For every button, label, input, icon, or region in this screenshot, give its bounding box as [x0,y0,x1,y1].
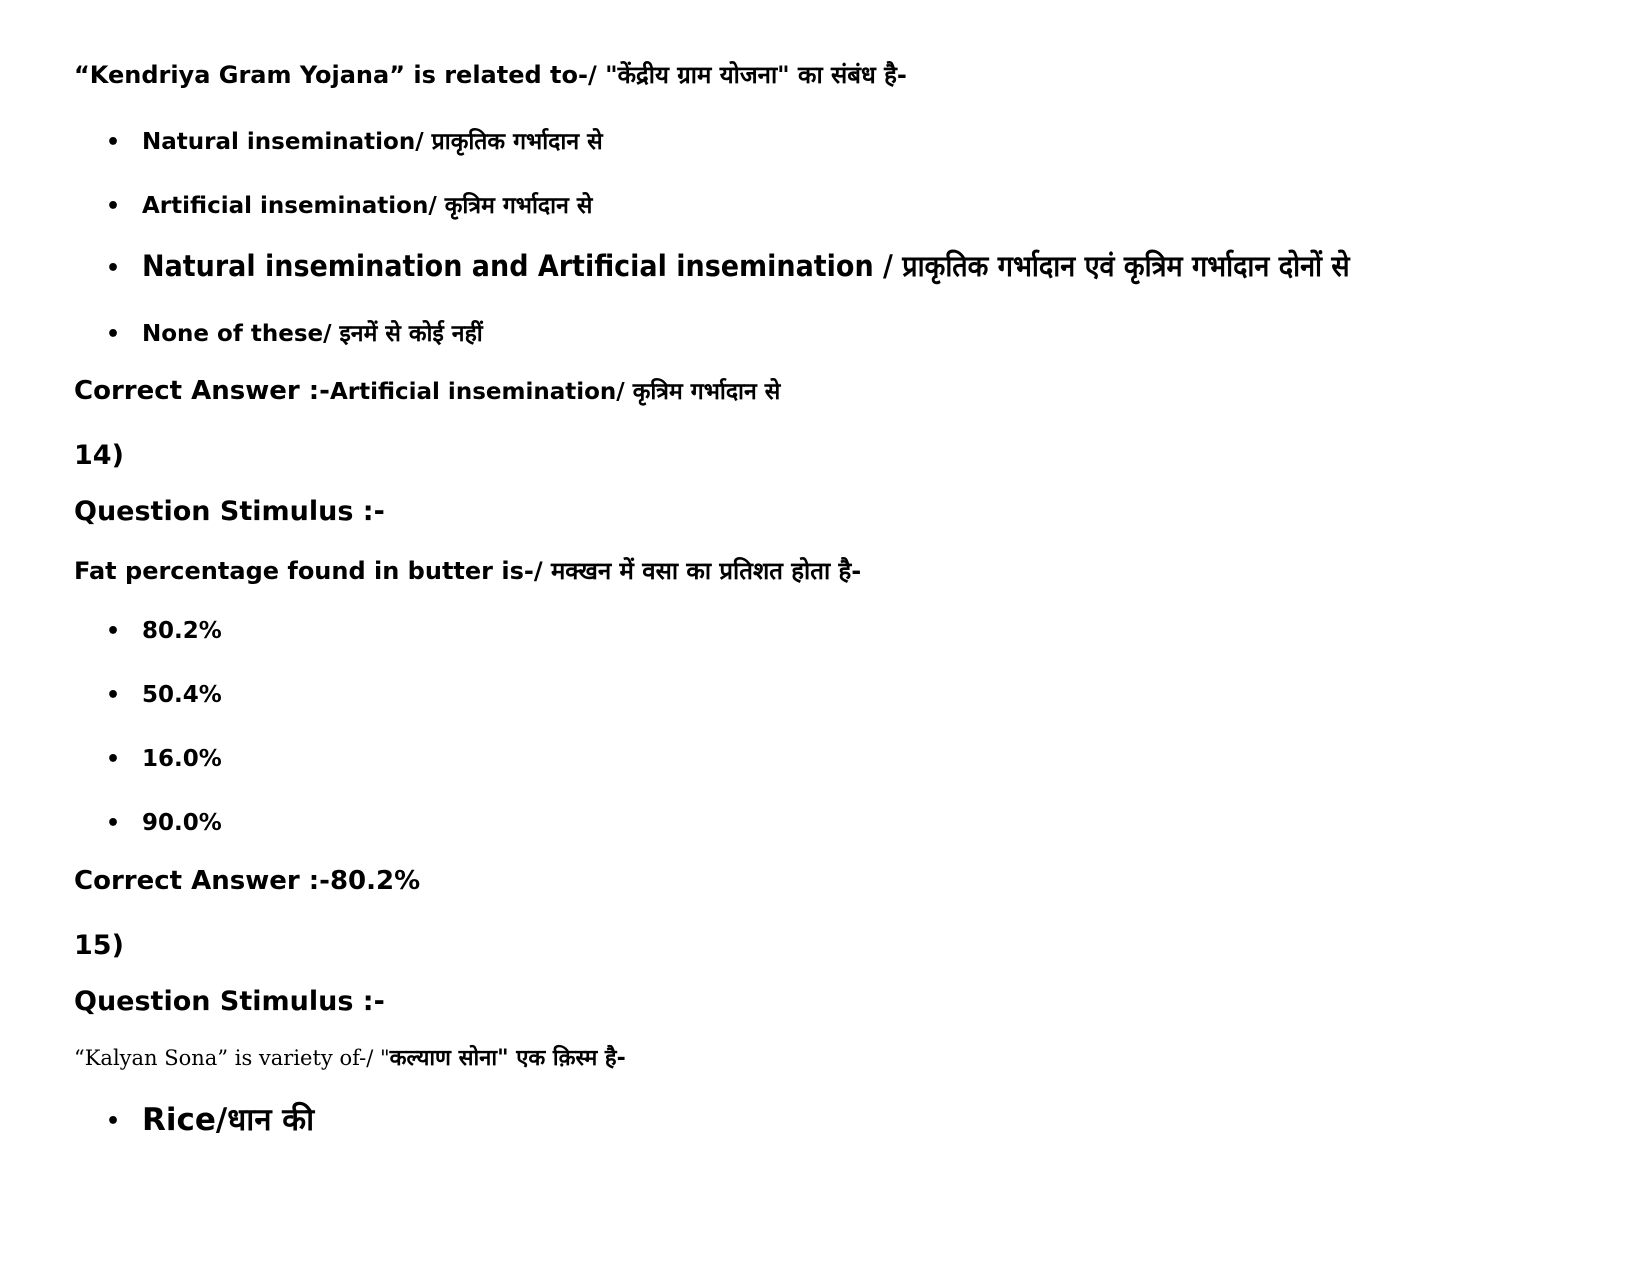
option-label: Natural insemination/ प्राकृतिक गर्भादान से [142,129,603,155]
bullet-icon: • [106,683,121,708]
option-label: Artificial insemination/ कृत्रिम गर्भादान से [142,193,593,219]
option-label: 50.4% [142,682,222,708]
bullet-icon: • [106,322,121,347]
question-text: Fat percentage found in butter is-/ मक्खन में वसा का प्रतिशत होता है- [74,557,862,585]
question-stimulus-label: Question Stimulus :- [74,986,385,1017]
correct-answer-label: Correct Answer :- [74,376,330,406]
question-text [74,1042,626,1072]
option-item [106,746,222,772]
option-label: Natural insemination and Artificial insemination / प्राकृतिक गर्भादान एवं कृत्रिम गर्भादान दोनों से [142,249,1350,283]
correct-answer-value: Artificial insemination/ कृत्रिम गर्भादान से [329,379,781,405]
option-item [106,682,222,708]
question-stimulus-label: Question Stimulus :- [74,496,385,527]
bullet-icon: • [106,619,121,644]
option-label: 16.0% [142,746,222,772]
option-item [106,316,483,348]
bullet-icon: • [106,1109,121,1134]
bullet-icon: • [106,255,121,281]
option-item [106,246,1441,285]
option-item [106,1098,314,1140]
bullet-icon: • [106,811,121,836]
option-label: 90.0% [142,810,222,836]
correct-answer [74,374,780,406]
bullet-icon: • [106,130,121,155]
bullet-icon: • [106,194,121,219]
question-number: 15) [74,930,124,961]
option-label: Rice/धान की [142,1102,315,1138]
option-item [106,810,222,836]
bullet-icon: • [106,747,121,772]
correct-answer-value: 80.2% [329,866,421,896]
question-text-en: “Kalyan Sona” is variety of-/ " [74,1046,390,1070]
question-text-hi: कल्याण सोना" एक क़िस्म है- [389,1046,626,1071]
option-label: 80.2% [142,618,222,644]
correct-answer-label: Correct Answer :- [74,866,330,896]
option-label: None of these/ इनमें से कोई नहीं [142,321,483,347]
correct-answer [74,866,420,896]
option-item [106,618,222,644]
question-number: 14) [74,440,124,471]
option-item [106,188,592,220]
question-text: “Kendriya Gram Yojana” is related to-/ "केंद्रीय ग्राम योजना" का संबंध है- [74,61,907,89]
option-item [106,124,603,156]
